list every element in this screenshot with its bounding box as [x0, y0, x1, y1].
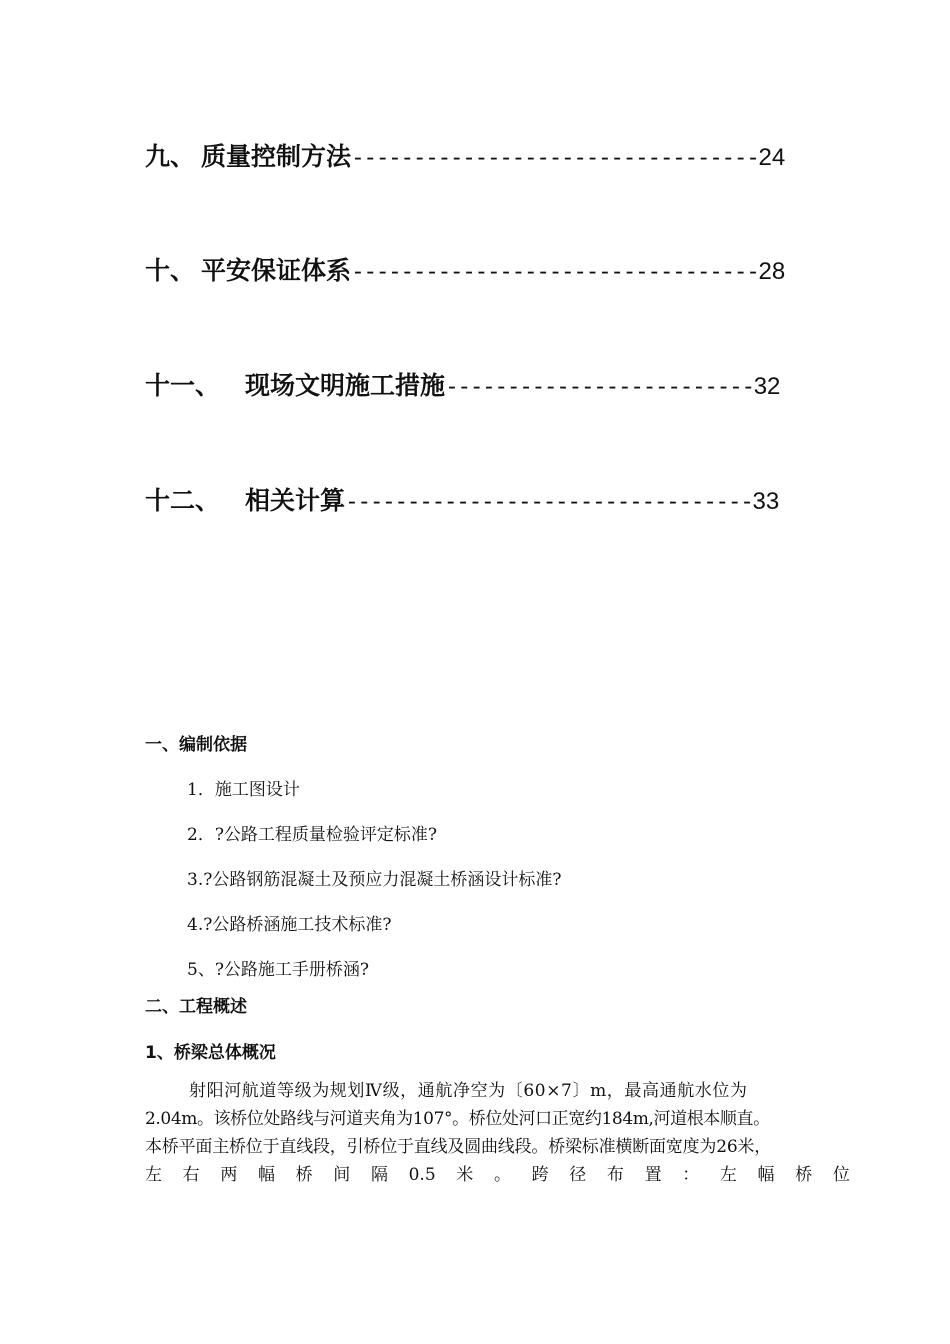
text-token: 幅 [257, 1165, 275, 1185]
toc-leader: ------------------------- [445, 374, 754, 400]
overview-paragraph [145, 1077, 860, 1189]
text-token: 0.5 [408, 1165, 436, 1185]
text-token: 左 [719, 1165, 737, 1185]
text-token: 桥 [295, 1165, 313, 1185]
toc-number: 十二、 [145, 486, 221, 515]
text-token: 左 [145, 1165, 162, 1185]
paragraph-line-justified [145, 1161, 850, 1189]
text-token: 布 [606, 1165, 624, 1185]
toc-number: 十、 [145, 256, 196, 285]
toc-number: 十一、 [145, 371, 221, 400]
text-token: 桥 [795, 1165, 813, 1185]
text-token: 间 [333, 1165, 351, 1185]
text-token: 跨 [531, 1165, 549, 1185]
toc-leader: --------------------------------- [345, 489, 753, 515]
paragraph-line: 本桥平面主桥位于直线段，引桥位于直线及圆曲线段。桥梁标准横断面宽度为26米， [145, 1137, 772, 1157]
toc-page-number: 32 [753, 373, 781, 400]
text-token: 幅 [757, 1165, 775, 1185]
toc-entry-11[interactable] [145, 366, 780, 402]
reference-item-2: 2．?公路工程质量检验评定标准? [187, 825, 438, 845]
text-token: 径 [569, 1165, 587, 1185]
text-token: 隔 [370, 1165, 388, 1185]
toc-page-number: 24 [758, 144, 786, 171]
subsection-heading-bridge-overview: 1、桥梁总体概况 [145, 1043, 276, 1063]
section-heading-basis: 一、编制依据 [145, 735, 247, 755]
text-token: 两 [220, 1165, 238, 1185]
toc-leader: --------------------------------- [351, 259, 759, 285]
toc-entry-12[interactable] [145, 481, 779, 517]
toc-leader: --------------------------------- [351, 145, 759, 171]
toc-page-number: 28 [758, 258, 786, 285]
toc-title: 平安保证体系 [201, 256, 352, 285]
paragraph-line: 射阳河航道等级为规划Ⅳ级，通航净空为〔60×7〕m，最高通航水位为 [189, 1081, 748, 1101]
paragraph-line: 2.04m。该桥位处路线与河道夹角为107°。桥位处河口正宽约184m,河道根本顺直。 [145, 1109, 770, 1129]
toc-title: 质量控制方法 [201, 142, 352, 171]
toc-title: 相关计算 [245, 486, 346, 515]
toc-page-number: 33 [752, 488, 780, 515]
toc-entry-10[interactable] [145, 251, 785, 287]
reference-item-4: 4.?公路桥涵施工技术标准? [187, 915, 392, 935]
reference-item-3: 3.?公路钢筋混凝土及预应力混凝土桥涵设计标准? [187, 870, 562, 890]
text-token: 右 [182, 1165, 200, 1185]
reference-item-1: 1．施工图设计 [187, 780, 300, 800]
toc-title: 现场文明施工措施 [245, 371, 446, 400]
reference-item-5: 5、?公路施工手册桥涵? [187, 960, 370, 980]
text-token: ： [682, 1165, 700, 1185]
text-token: 位 [832, 1165, 850, 1185]
text-token: 米 [456, 1165, 474, 1185]
text-token: 。 [493, 1165, 511, 1185]
toc-entry-9[interactable] [145, 137, 785, 173]
section-heading-overview: 二、工程概述 [145, 997, 247, 1017]
text-token: 置 [644, 1165, 662, 1185]
toc-number: 九、 [145, 142, 196, 171]
